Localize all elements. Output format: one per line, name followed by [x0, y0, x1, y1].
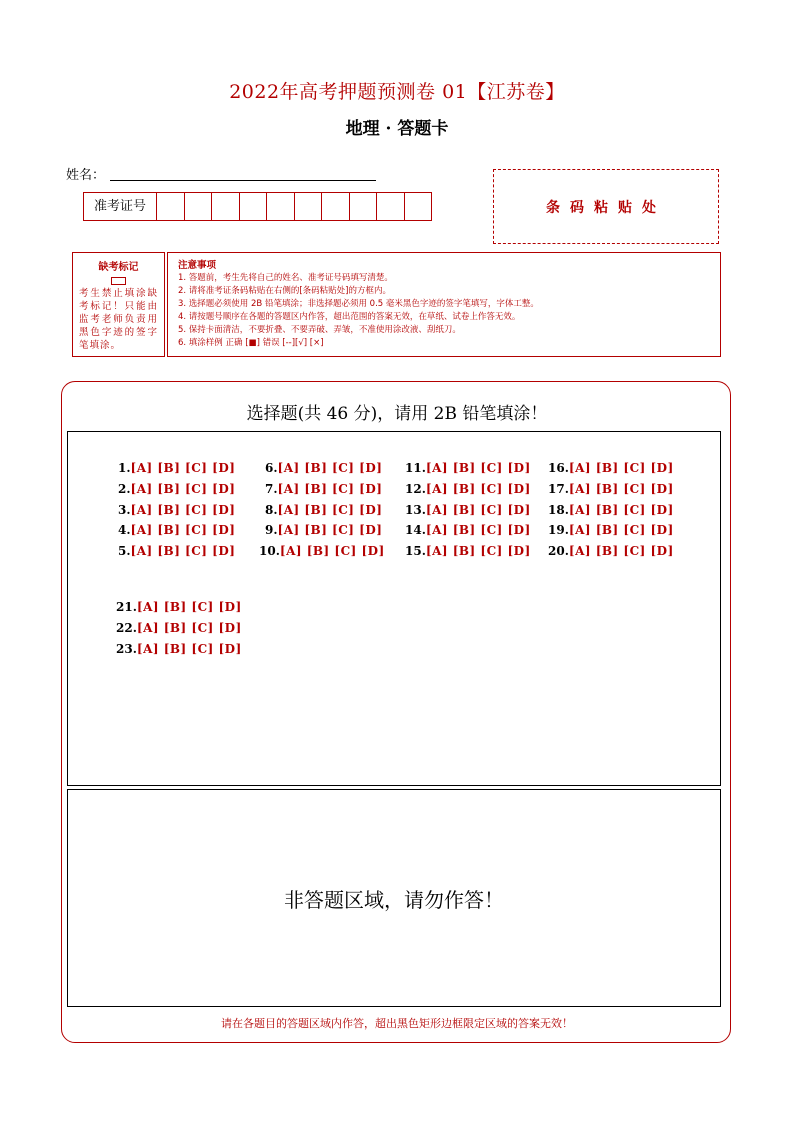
exam-id-cell[interactable] [240, 193, 268, 220]
question-options[interactable]: [A] [B] [C] [D] [568, 481, 674, 496]
non-answer-text: 非答题区域，请勿作答！ [284, 887, 504, 912]
question-row[interactable] [548, 520, 674, 541]
exam-id-cell[interactable] [377, 193, 405, 220]
question-options[interactable]: [A] [B] [C] [D] [277, 461, 383, 475]
question-options[interactable]: [A] [B] [C] [D] [136, 620, 242, 635]
notes-item: 4. 请按题号顺序在各题的答题区内作答，超出范围的答案无效，在草纸、试卷上作答无效。 [178, 312, 521, 322]
barcode-label: 条码粘贴处 [546, 199, 666, 216]
absent-mark-checkbox[interactable] [111, 277, 126, 285]
question-number: 18. [548, 502, 569, 517]
question-options[interactable]: [A] [B] [C] [D] [136, 641, 242, 656]
question-number: 5. [118, 544, 131, 559]
page-subtitle: 地理 · 答题卡 [345, 119, 449, 139]
notes-item: 6. 填涂样例 正确 [■] 错误 [--][√] [×] [178, 338, 324, 348]
exam-id-cell[interactable] [295, 193, 323, 220]
question-options[interactable]: [A] [B] [C] [D] [425, 461, 531, 475]
exam-id-label: 准考证号 [84, 193, 157, 220]
question-number: 19. [548, 523, 569, 538]
question-column [116, 597, 242, 659]
question-options[interactable]: [A] [B] [C] [D] [425, 523, 531, 538]
question-number: 9. [265, 523, 278, 538]
question-row[interactable] [259, 541, 385, 562]
question-row[interactable] [405, 500, 531, 521]
question-number: 15. [405, 544, 426, 559]
question-options[interactable]: [A] [B] [C] [D] [130, 502, 236, 517]
question-row[interactable] [265, 500, 385, 521]
question-row[interactable] [118, 500, 235, 521]
question-options[interactable]: [A] [B] [C] [D] [279, 544, 385, 559]
question-row[interactable] [265, 479, 385, 500]
notes-item: 2. 请将准考证条码粘贴在右侧的[条码粘贴处]的方框内。 [178, 286, 391, 296]
question-options[interactable]: [A] [B] [C] [D] [130, 481, 236, 496]
notes-box [167, 252, 721, 357]
question-options[interactable]: [A] [B] [C] [D] [568, 461, 674, 475]
question-options[interactable]: [A] [B] [C] [D] [277, 502, 383, 517]
page-title: 2022年高考押题预测卷 01【江苏卷】 [229, 81, 565, 103]
question-row[interactable] [548, 458, 674, 479]
notes-title: 注意事项 [178, 260, 217, 271]
question-options[interactable]: [A] [B] [C] [D] [130, 523, 236, 538]
question-column [259, 458, 385, 562]
question-number: 11. [405, 461, 426, 475]
name-label: 姓名： [66, 168, 106, 183]
question-number: 2. [118, 481, 131, 496]
question-row[interactable] [405, 520, 531, 541]
footer-warning: 请在各题目的答题区域内作答，超出黑色矩形边框限定区域的答案无效！ [221, 1017, 573, 1030]
question-row[interactable] [548, 500, 674, 521]
exam-id-cell[interactable] [405, 193, 432, 220]
question-column [118, 458, 235, 562]
question-number: 22. [116, 620, 137, 635]
question-column [405, 458, 531, 562]
question-row[interactable] [405, 541, 531, 562]
question-options[interactable]: [A] [B] [C] [D] [277, 523, 383, 538]
question-column [548, 458, 674, 562]
question-number: 4. [118, 523, 131, 538]
question-options[interactable]: [A] [B] [C] [D] [136, 600, 242, 614]
question-row[interactable] [118, 541, 235, 562]
question-number: 14. [405, 523, 426, 538]
question-number: 21. [116, 600, 137, 614]
name-field[interactable] [110, 180, 376, 181]
exam-id-cell[interactable] [350, 193, 378, 220]
notes-item: 1. 答题前，考生先将自己的姓名、准考证号码填写清楚。 [178, 273, 393, 283]
exam-id-field[interactable] [83, 192, 432, 221]
question-number: 6. [265, 461, 278, 475]
question-options[interactable]: [A] [B] [C] [D] [277, 481, 383, 496]
question-options[interactable]: [A] [B] [C] [D] [130, 544, 236, 559]
absent-mark-title: 缺考标记 [98, 262, 139, 273]
question-row[interactable] [118, 520, 235, 541]
absent-mark-text: 考生禁止填涂缺考标记！只能由监考老师负责用黑色字迹的签字笔填涂。 [79, 288, 158, 351]
non-answer-area [67, 789, 721, 1007]
question-number: 12. [405, 481, 426, 496]
barcode-area [493, 169, 719, 244]
question-number: 7. [265, 481, 278, 496]
question-row[interactable] [116, 639, 242, 660]
choice-section-title: 选择题(共 46 分)，请用 2B 铅笔填涂！ [246, 404, 548, 424]
question-options[interactable]: [A] [B] [C] [D] [425, 481, 531, 496]
question-row[interactable] [265, 458, 385, 479]
exam-id-cell[interactable] [267, 193, 295, 220]
question-number: 16. [548, 461, 569, 475]
question-options[interactable]: [A] [B] [C] [D] [425, 544, 531, 559]
absent-mark-box [72, 252, 165, 357]
exam-id-cell[interactable] [157, 193, 185, 220]
question-row[interactable] [548, 479, 674, 500]
question-options[interactable]: [A] [B] [C] [D] [568, 502, 674, 517]
question-row[interactable] [405, 458, 531, 479]
question-number: 1. [118, 461, 131, 475]
notes-item: 5. 保持卡面清洁，不要折叠、不要弄破、弄皱，不准使用涂改液、刮纸刀。 [178, 325, 461, 335]
question-number: 10. [259, 544, 280, 559]
question-number: 23. [116, 641, 137, 656]
question-number: 13. [405, 502, 426, 517]
question-number: 8. [265, 502, 278, 517]
choice-section [67, 431, 721, 786]
question-row[interactable] [118, 458, 235, 479]
notes-item: 3. 选择题必须使用 2B 铅笔填涂；非选择题必须用 0.5 毫米黑色字迹的签字笔填写，字体工整。 [178, 299, 539, 309]
question-row[interactable] [116, 618, 242, 639]
question-options[interactable]: [A] [B] [C] [D] [425, 502, 531, 517]
question-row[interactable] [116, 597, 242, 618]
question-row[interactable] [265, 520, 385, 541]
question-row[interactable] [405, 479, 531, 500]
question-options[interactable]: [A] [B] [C] [D] [130, 461, 236, 475]
question-row[interactable] [548, 541, 674, 562]
exam-id-cell[interactable] [212, 193, 240, 220]
question-number: 20. [548, 544, 569, 559]
question-number: 3. [118, 502, 131, 517]
question-options[interactable]: [A] [B] [C] [D] [568, 523, 674, 538]
exam-id-cell[interactable] [185, 193, 213, 220]
exam-id-cell[interactable] [322, 193, 350, 220]
question-number: 17. [548, 481, 569, 496]
question-options[interactable]: [A] [B] [C] [D] [568, 544, 674, 559]
question-row[interactable] [118, 479, 235, 500]
